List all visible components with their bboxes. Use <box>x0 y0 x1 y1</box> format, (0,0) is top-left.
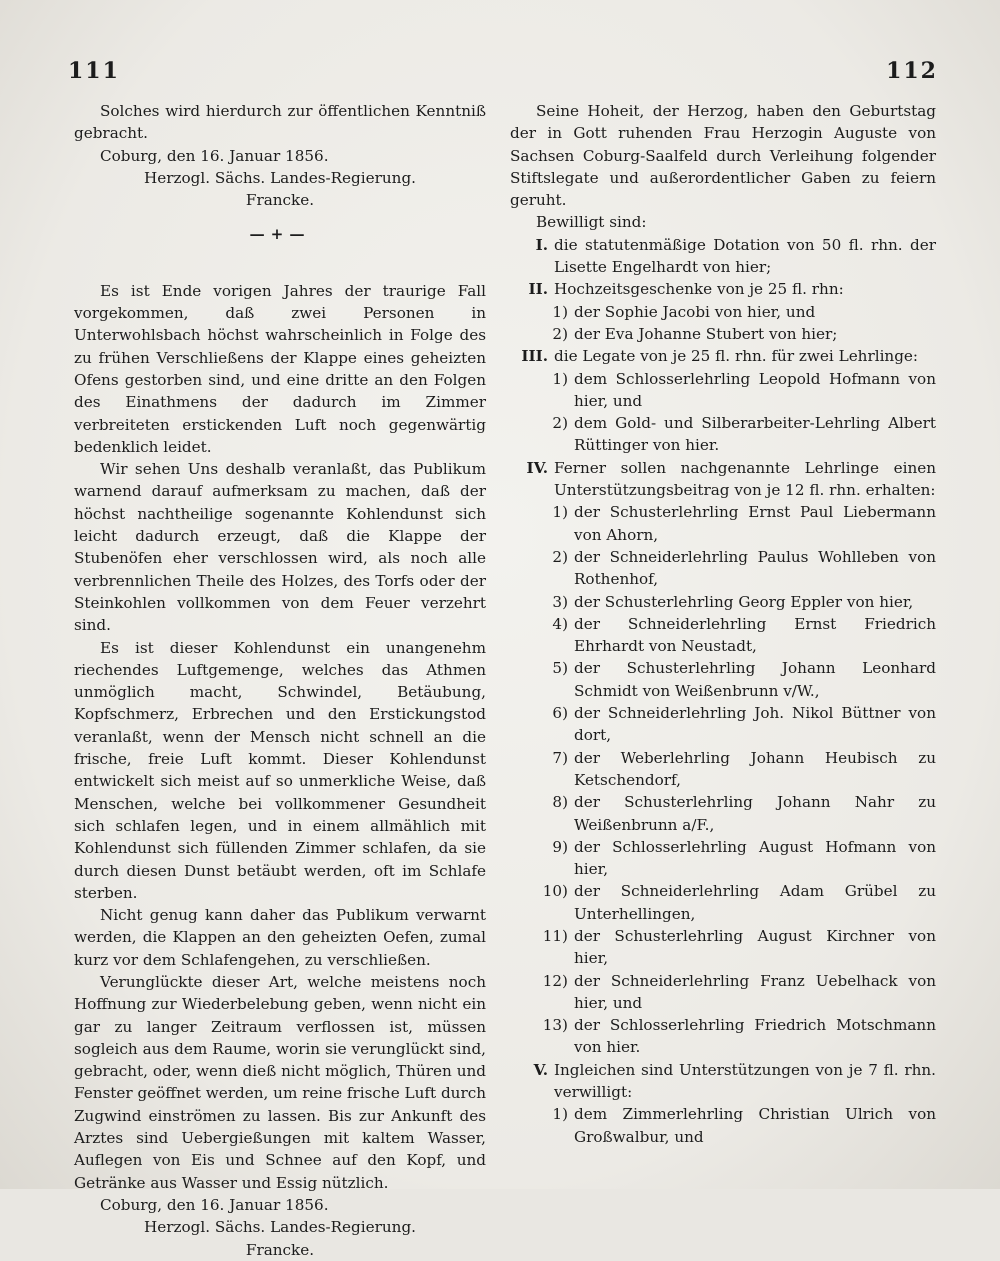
list-item <box>510 1103 936 1148</box>
notice-signature: Francke. <box>245 191 315 210</box>
item-number: 1) <box>552 302 568 321</box>
list-item <box>510 925 936 970</box>
article-paragraph: Wir sehen Uns deshalb veranlaßt, das Publikum warnend darauf aufmerksam zu machen, daß der höchst nachtheilige sogenannte Kohlendunst sich leicht dadurch erzeugt, daß die Klappe der Stubenöfen eher verschlossen wird, als noch alle verbrennlichen Theile des Holzes, des Torfs oder der Steinkohlen vollkommen von dem Feuer verzehrt sind. <box>74 460 486 635</box>
section-separator: —+— <box>249 225 311 244</box>
item-text: der Schneiderlehrling Paulus Wohlleben von Rothenhof, <box>574 547 936 589</box>
section-text: die statutenmäßige Dotation von 50 fl. rhn. der Lisette Engelhardt von hier; <box>554 235 936 277</box>
item-text: der Schneiderlehrling Adam Grübel zu Unterhellingen, <box>574 882 936 923</box>
list-item <box>510 880 936 925</box>
list-item <box>510 546 936 591</box>
list-item <box>510 613 936 658</box>
list-item <box>510 747 936 792</box>
list-item <box>510 1014 936 1059</box>
section-label: III. <box>521 347 548 366</box>
item-text: der Schusterlehrling Johann Leonhard Schmidt von Weißenbrunn v/W., <box>574 659 936 700</box>
section-text: Ingleichen sind Unterstützungen von je 7 fl. rhn. verwilligt: <box>554 1060 936 1102</box>
item-number: 9) <box>552 837 568 856</box>
article-authority: Herzogl. Sächs. Landes-Regierung. <box>144 1218 416 1237</box>
grant-section <box>510 234 936 279</box>
item-text: der Schlosserlehrling August Hofmann von hier, <box>574 837 936 879</box>
notice-authority: Herzogl. Sächs. Landes-Regierung. <box>144 168 416 187</box>
list-item <box>510 412 936 457</box>
article-paragraph: Verunglückte dieser Art, welche meistens noch Hoffnung zur Wiederbelebung geben, wenn nicht ein gar zu langer Zeitraum verflossen ist, müssen sogleich aus dem Raume, worin sie verunglückt sind, gebracht, oder, wenn dieß nicht möglich, Thüren und Fenster geöffnet werden, um reine frische Luft durch Zugwind einströmen zu lassen. Bis zur Ankunft des Arztes sind Uebergießungen mit kaltem Wasser, Auflegen von Eis und Schnee auf den Kopf, und Getränke aus Wasser und Essig nützlich. <box>74 972 487 1192</box>
article-place-date: Coburg, den 16. Januar 1856. <box>100 1195 329 1214</box>
item-text: dem Schlosserlehrling Leopold Hofmann von hier, und <box>574 369 936 410</box>
item-number: 7) <box>552 748 568 767</box>
section-label: I. <box>535 235 548 254</box>
section-label: IV. <box>526 458 548 477</box>
article-paragraph: Nicht genug kann daher das Publikum verwarnt werden, die Klappen an den geheizten Oefen, zumal kurz vor dem Schlafengehen, zu verschließen. <box>74 906 486 969</box>
item-text: der Schusterlehrling August Kirchner von hier, <box>574 926 936 968</box>
item-text: der Sophie Jacobi von hier, und <box>574 302 816 321</box>
page-number-left: 111 <box>68 58 120 84</box>
item-text: der Schneiderlehrling Franz Uebelhack von hier, und <box>574 971 936 1012</box>
bewilligt-heading: Bewilligt sind: <box>536 213 647 232</box>
item-number: 6) <box>552 704 568 723</box>
list-item <box>510 836 936 881</box>
article-paragraph: Es ist dieser Kohlendunst ein unangenehm riechendes Luftgemenge, welches das Athmen unmöglich macht, Schwindel, Betäubung, Kopfschmerz, Erbrechen und den Erstickungstod veranlaßt, wenn der Mensch nicht schnell an die frische, freie Luft kommt. Dieser Kohlendunst entwickelt sich meist auf so unmerkliche Weise, daß Menschen, welche bei vollkommener Gesundheit sich schlafen legen, und in einem allmählich mit Kohlendunst sich füllenden Zimmer schlafen, da sie durch diesen Dunst betäubt werden, oft im Schlafe sterben. <box>74 638 486 902</box>
section-text: Hochzeitsgeschenke von je 25 fl. rhn: <box>554 280 844 299</box>
announcement-intro: Seine Hoheit, der Herzog, haben den Geburtstag der in Gott ruhenden Frau Herzogin Auguste von Sachsen Coburg-Saalfeld durch Verleihung folgender Stiftslegate und außerordentlicher Gaben zu feiern geruht. <box>510 102 936 210</box>
grant-sections <box>510 234 936 1148</box>
grant-section <box>510 1059 936 1104</box>
section-label: II. <box>528 280 548 299</box>
notice-place-date: Coburg, den 16. Januar 1856. <box>100 146 329 165</box>
article-signature: Francke. <box>245 1240 315 1259</box>
item-text: der Schusterlehrling Ernst Paul Liebermann von Ahorn, <box>574 503 936 544</box>
article-paragraph: Es ist Ende vorigen Jahres der traurige Fall vorgekommen, daß zwei Personen in Unterwohlsbach höchst wahrscheinlich in Folge des zu frühen Verschließens der Klappe eines geheizten Ofens gestorben sind, und eine dritte an den Folgen des Einathmens der dadurch im Zimmer verbreiteten erstickenden Luft noch gegenwärtig bedenklich leidet. <box>74 281 486 456</box>
item-text: der Schusterlehrling Georg Eppler von hier, <box>574 592 914 611</box>
item-number: 11) <box>542 926 568 945</box>
section-text: die Legate von je 25 fl. rhn. für zwei Lehrlinge: <box>554 347 919 366</box>
grant-section <box>510 278 936 300</box>
grant-section <box>510 345 936 367</box>
item-text: der Eva Johanne Stubert von hier; <box>574 324 838 343</box>
list-item <box>510 501 936 546</box>
list-item <box>510 368 936 413</box>
item-text: der Schusterlehrling Johann Nahr zu Weißenbrunn a/F., <box>574 793 936 834</box>
notice-closing-text: Solches wird hierdurch zur öffentlichen Kenntniß gebracht. <box>74 102 486 143</box>
item-text: der Weberlehrling Johann Heubisch zu Ketschendorf, <box>574 748 936 789</box>
item-text: der Schneiderlehrling Joh. Nikol Büttner von dort, <box>574 704 936 745</box>
left-column <box>74 100 486 1261</box>
item-number: 1) <box>552 369 568 388</box>
item-number: 2) <box>552 324 568 343</box>
right-column <box>510 100 936 1148</box>
item-number: 4) <box>552 614 568 633</box>
item-text: der Schneiderlehrling Ernst Friedrich Ehrhardt von Neustadt, <box>574 614 936 656</box>
list-item <box>510 657 936 702</box>
item-text: dem Zimmerlehrling Christian Ulrich von Großwalbur, und <box>574 1105 936 1146</box>
item-number: 2) <box>552 547 568 566</box>
item-text: der Schlosserlehrling Friedrich Motschmann von hier. <box>574 1016 936 1057</box>
list-item <box>510 323 936 345</box>
item-number: 8) <box>552 793 568 812</box>
grant-section <box>510 457 936 502</box>
list-item <box>510 591 936 613</box>
section-label: V. <box>533 1060 548 1079</box>
item-number: 1) <box>552 1105 568 1124</box>
list-item <box>510 301 936 323</box>
list-item <box>510 702 936 747</box>
section-text: Ferner sollen nachgenannte Lehrlinge einen Unterstützungsbeitrag von je 12 fl. rhn. erhalten: <box>554 458 936 500</box>
item-number: 13) <box>542 1016 568 1035</box>
item-number: 2) <box>552 414 568 433</box>
item-number: 5) <box>552 659 568 678</box>
item-text: dem Gold- und Silberarbeiter-Lehrling Albert Rüttinger von hier. <box>574 414 936 455</box>
item-number: 12) <box>542 971 568 990</box>
item-number: 3) <box>552 592 568 611</box>
item-number: 10) <box>542 882 568 901</box>
list-item <box>510 791 936 836</box>
item-number: 1) <box>552 503 568 522</box>
list-item <box>510 970 936 1015</box>
page-number-right: 112 <box>886 58 938 84</box>
